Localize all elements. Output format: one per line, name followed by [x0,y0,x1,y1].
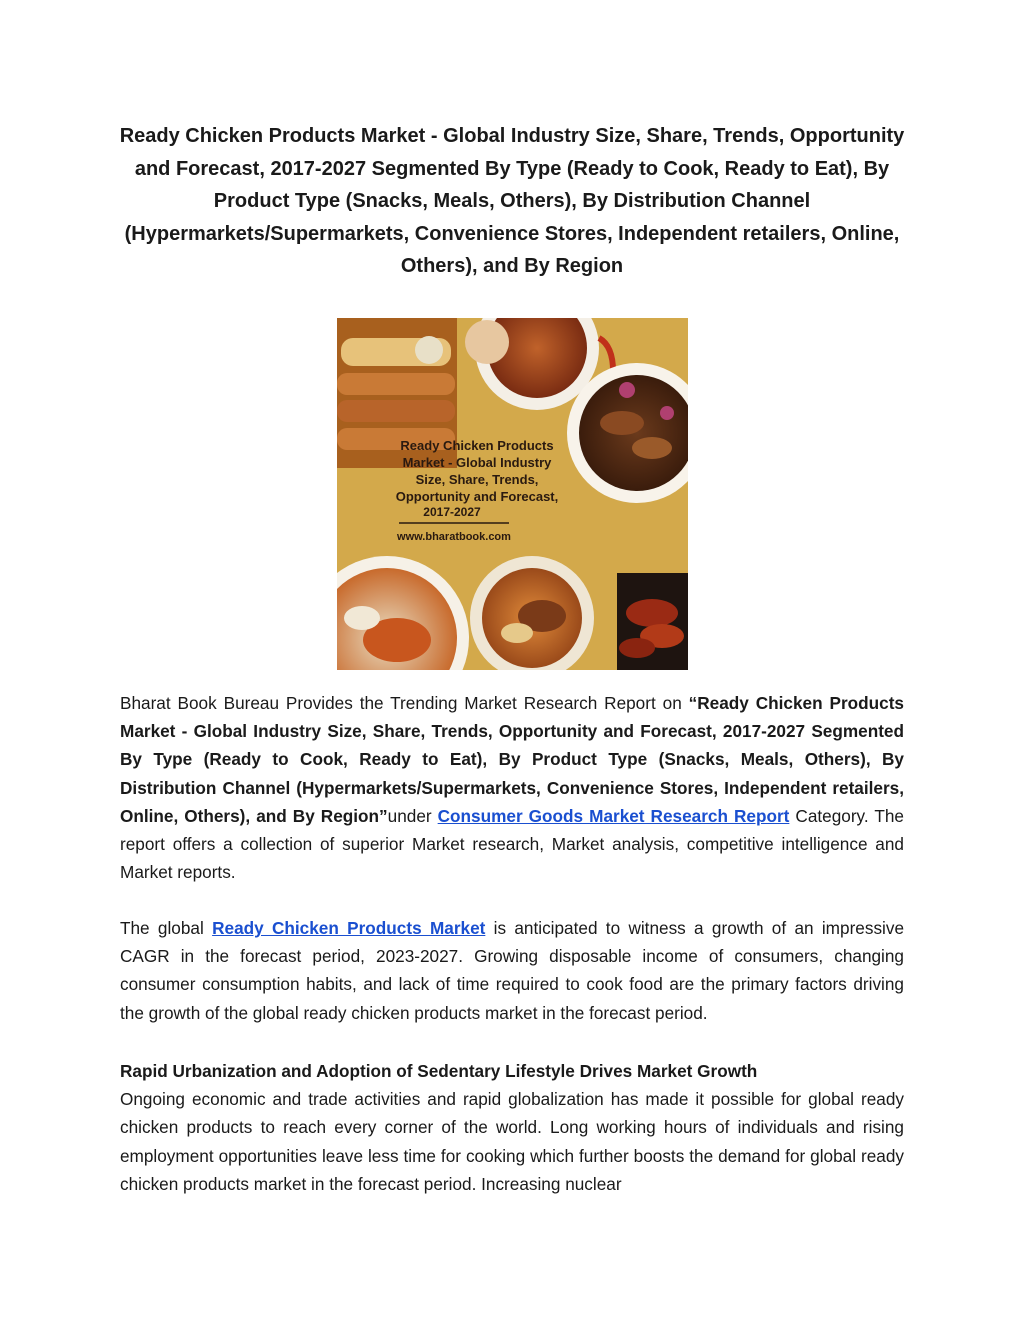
document-title: Ready Chicken Products Market - Global Industry Size, Share, Trends, Opportunity and Forecast, 2017-2027 Segmented By Type (Ready to Cook, Ready to Eat), By Product Type (Snacks, Meals, Others), By Distribution Channel (Hypermarkets/Supermarkets, Convenience Stores, Independent retailers, Online, Others), and By Region [119,125,905,277]
cover-text-line-2: Market - Global Industry [402,455,552,470]
intro-paragraph [120,689,904,886]
global-market-paragraph [120,914,904,1027]
cover-image [337,318,688,670]
global-lead: The global [120,918,213,938]
food-photo-wings [617,573,688,670]
section-heading: Rapid Urbanization and Adoption of Sedentary Lifestyle Drives Market Growth [120,1061,758,1081]
intro-under: under [387,805,438,826]
ready-chicken-market-link[interactable]: Ready Chicken Products Market [212,918,486,938]
global-tail: is anticipated to witness a growth of an impressive CAGR in the forecast period, 2023-2027. Growing disposable income of consumers, changing consumer consumption habits, and lack of time required to cook food are the primary factors driving the growth of the global ready chicken products market in the forecast period. [120,918,905,1023]
cover-text-line-1: Ready Chicken Products [400,438,554,453]
urbanization-section [120,1057,904,1198]
cover-text-line-3: Size, Share, Trends, [415,472,539,487]
cover-text-line-5: 2017-2027 [423,505,481,519]
intro-report-title: “Ready Chicken Products Market - Global Industry Size, Share, Trends, Opportunity and Forecast, 2017-2027 Segmented By Type (Ready to Cook, Ready to Eat), By Product Type (Snacks, Meals, Others), By Distribution Channel (Hypermarkets/Supermarkets, Convenience Stores, Independent retailers, Online, Others), and By Region” [120,693,904,826]
consumer-goods-report-link[interactable]: Consumer Goods Market Research Report [437,805,790,826]
intro-tail: Category. The report offers a collection of superior Market research, Market analysis, competitive intelligence and Market reports. [120,805,904,883]
cover-url: www.bharatbook.com [397,531,511,543]
cover-text-line-4: Opportunity and Forecast, [395,489,559,504]
intro-lead: Bharat Book Bureau Provides the Trending Market Research Report on [120,693,689,713]
urbanization-paragraph: Ongoing economic and trade activities and rapid globalization has made it possible for global ready chicken products to reach every corner of the world. Long working hours of individuals and rising employment opportunities leave less time for cooking which further boosts the demand for global ready chicken products market in the forecast period. Increasing nuclear [120,1089,904,1194]
